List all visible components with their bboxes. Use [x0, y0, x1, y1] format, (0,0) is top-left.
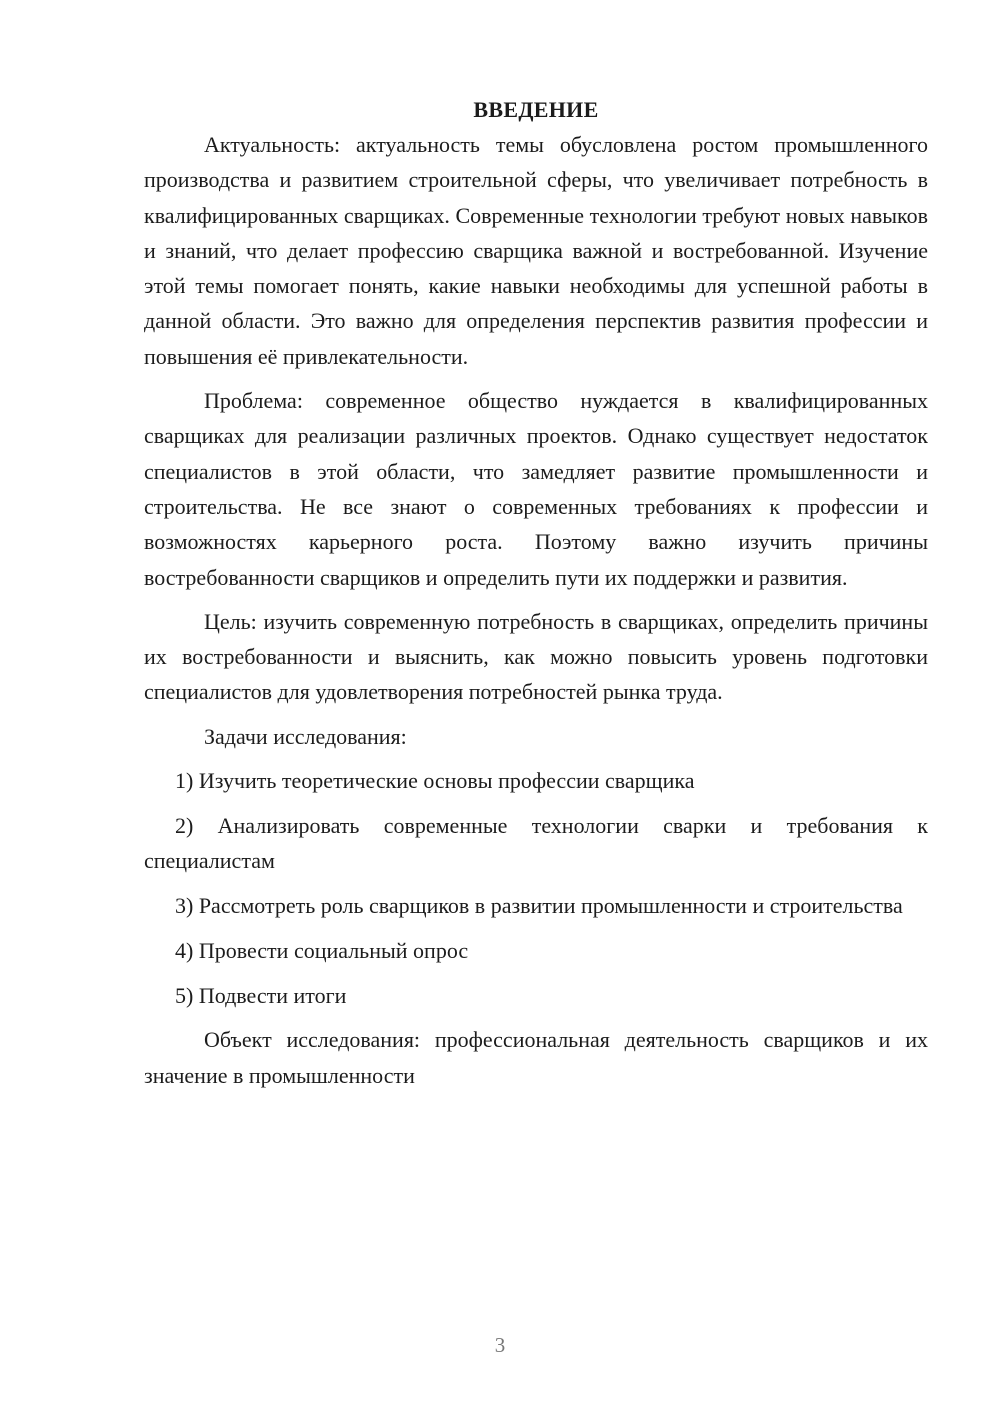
page-content	[144, 92, 928, 1102]
page-number: 3	[494, 1333, 506, 1357]
task-item: 3) Рассмотреть роль сварщиков в развитии промышленности и строительства	[175, 892, 903, 918]
tasks-heading: Задачи исследования:	[204, 723, 407, 749]
goal-paragraph: Цель: изучить современную потребность в сварщиках, определить причины их востребованности и выяснить, как можно повысить уровень подготовки специалистов для удовлетворения потребностей рынка труда.	[144, 608, 928, 705]
task-item: 2) Анализировать современные технологии сварки и требования к специалистам	[144, 812, 928, 874]
section-title: ВВЕДЕНИЕ	[473, 97, 599, 122]
relevance-paragraph: Актуальность: актуальность темы обусловлена ростом промышленного производства и развитием строительной сферы, что увеличивает потребность в квалифицированных сварщиках. Современные технологии требуют новых навыков и знаний, что делает профессию сварщика важной и востребованной. Изучение этой темы помогает понять, какие навыки необходимы для успешной работы в данной области. Это важно для определения перспектив развития профессии и повышения её привлекательности.	[144, 132, 928, 369]
task-item: 4) Провести социальный опрос	[175, 937, 469, 963]
problem-paragraph: Проблема: современное общество нуждается в квалифицированных сварщиках для реализации различных проектов. Однако существует недостаток специалистов в этой области, что замедляет развитие промышленности и строительства. Не все знают о современных требованиях к профессии и возможностях карьерного роста. Поэтому важно изучить причины востребованности сварщиков и определить пути их поддержки и развития.	[144, 388, 928, 590]
task-item: 1) Изучить теоретические основы профессии сварщика	[175, 768, 695, 794]
object-paragraph: Объект исследования: профессиональная деятельность сварщиков и их значение в промышленности	[144, 1027, 928, 1088]
task-item: 5) Подвести итоги	[175, 982, 347, 1008]
